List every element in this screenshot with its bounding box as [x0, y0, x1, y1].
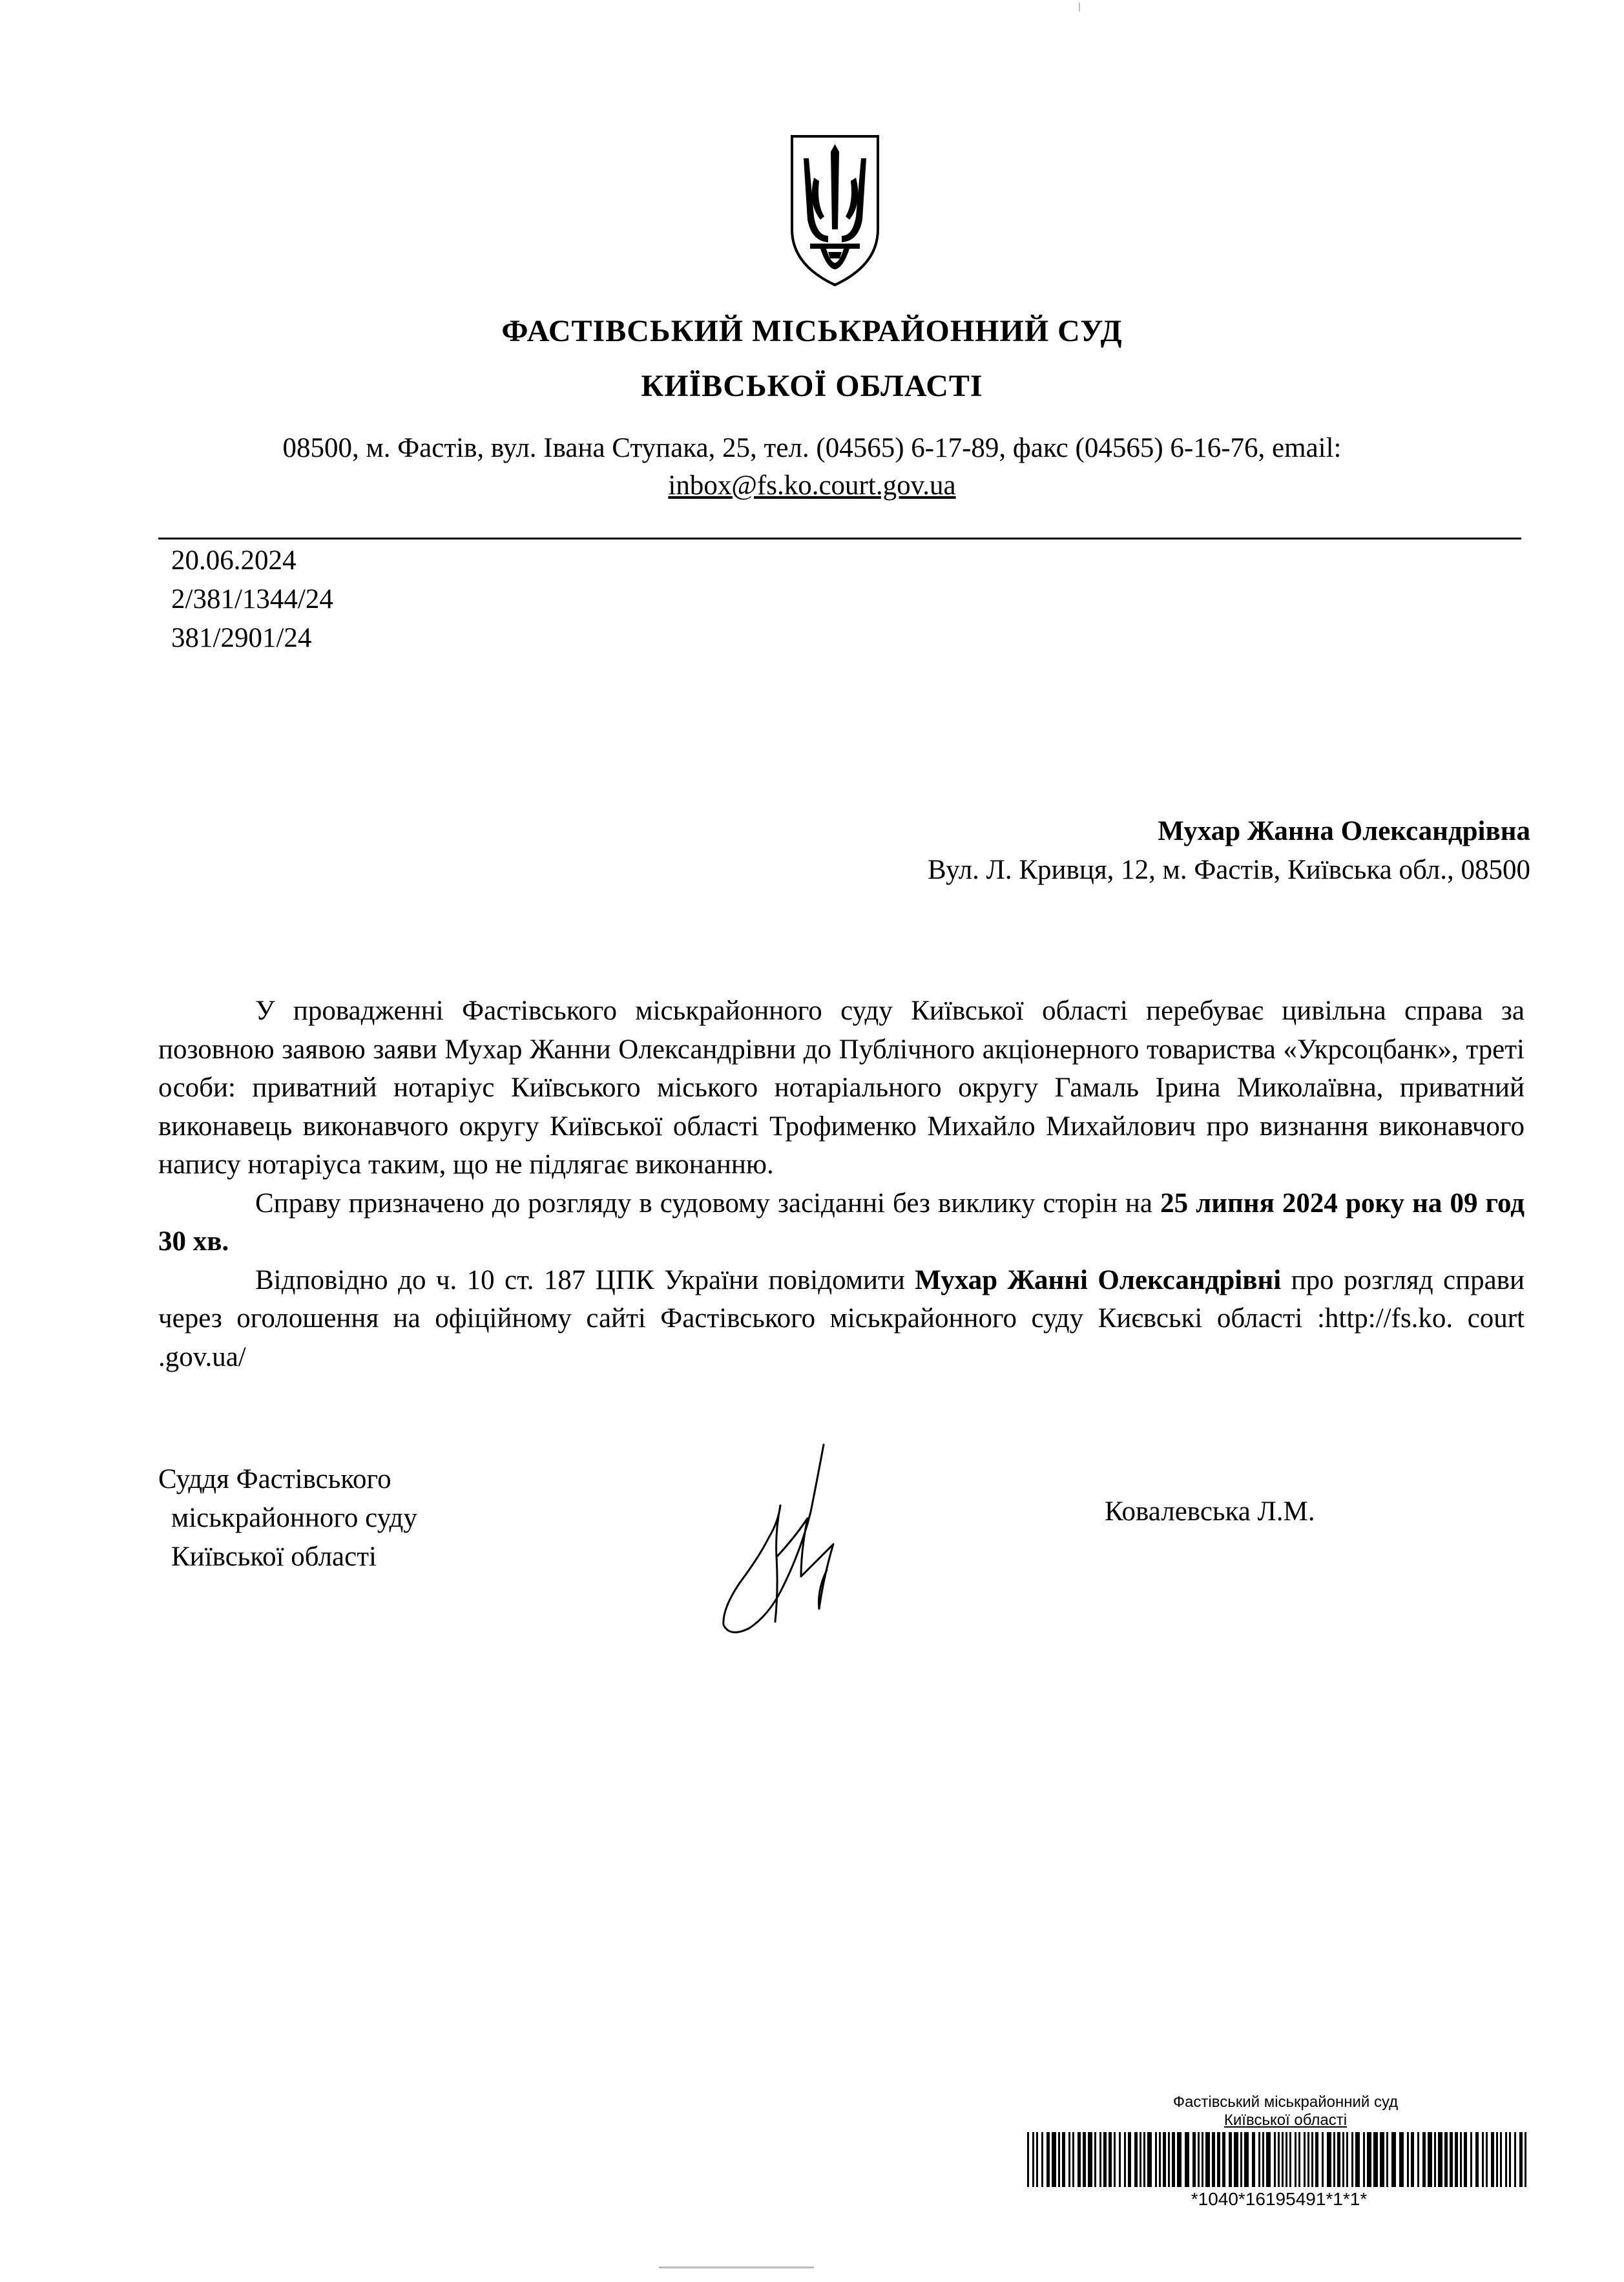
- barcode-bar: [1124, 2132, 1126, 2187]
- barcode-bar: [1519, 2132, 1523, 2187]
- barcode-bar: [1052, 2132, 1056, 2187]
- barcode-bar: [1351, 2132, 1353, 2187]
- barcode-bar: [1036, 2132, 1038, 2187]
- barcode-bar: [1282, 2132, 1284, 2187]
- barcode-bar: [1027, 2132, 1029, 2187]
- barcode-bar: [1198, 2132, 1200, 2187]
- barcode-bar: [1032, 2132, 1034, 2187]
- barcode-bar: [1099, 2132, 1101, 2187]
- barcode-bar: [1380, 2132, 1384, 2187]
- barcode-bar: [1470, 2132, 1472, 2187]
- barcode-bar: [1295, 2132, 1296, 2187]
- barcode-bar: [1114, 2132, 1116, 2187]
- barcode-bar: [1505, 2132, 1507, 2187]
- barcode-bar: [1399, 2132, 1404, 2187]
- notice-text-end: про розгляд справи через оголошення на офіційному сайті Фастівського міськрайонного суду Києвські області :http://fs.ko. court .gov.ua/: [158, 1264, 1525, 1372]
- barcode-bar: [1234, 2132, 1238, 2187]
- barcode-bar: [1407, 2132, 1409, 2187]
- barcode-bar: [1422, 2132, 1426, 2187]
- barcode-bar: [1289, 2132, 1291, 2187]
- court-email-link[interactable]: inbox@fs.ko.court.gov.ua: [668, 470, 956, 501]
- document-barcode: [1027, 2132, 1531, 2187]
- barcode-bar: [1252, 2132, 1255, 2187]
- body-paragraph-2: [158, 1184, 1525, 1261]
- header-divider: [158, 538, 1521, 539]
- barcode-bar: [1307, 2132, 1309, 2187]
- barcode-bar: [1229, 2132, 1232, 2187]
- barcode-bar: [1143, 2132, 1145, 2187]
- barcode-bar: [1322, 2132, 1324, 2187]
- barcode-bar: [1244, 2132, 1249, 2187]
- court-name-line2: КИЇВСЬКОЇ ОБЛАСТІ: [641, 369, 983, 403]
- body-paragraph-1: У провадженні Фастівського міськрайонного суду Київської області перебуває цивільна справа за позовною заявою заяви Мухар Жанни Олександрівни до Публічного акціонерного товариства «Укрсоцбанк», треті особи: приватний нотаріус Київського міського нотаріального округу Гамаль Ірина Миколаївна, приватний виконавець виконавчого округу Київської області Трофименко Михайло Михайлович про визнання виконавчого напису нотаріуса таким, що не підлягає виконанню.: [158, 996, 1525, 1180]
- barcode-bar: [1386, 2132, 1388, 2187]
- recipient-name: Мухар Жанна Олександрівна: [1158, 816, 1530, 846]
- barcode-bar: [1417, 2132, 1419, 2187]
- barcode-bar: [1088, 2132, 1092, 2187]
- barcode-bar: [1411, 2132, 1414, 2187]
- barcode-bar: [1486, 2132, 1488, 2187]
- barcode-bar: [1147, 2132, 1152, 2187]
- hearing-date: 25 липня 2024 року на 09 год 30 хв.: [158, 1188, 1525, 1257]
- barcode-bar: [1298, 2132, 1300, 2187]
- judge-title-line2: міськрайонного суду: [171, 1503, 417, 1533]
- proceeding-number: 381/2901/24: [171, 623, 312, 653]
- barcode-bar: [1222, 2132, 1225, 2187]
- barcode-bar: [1062, 2132, 1065, 2187]
- barcode-bar: [1482, 2132, 1484, 2187]
- barcode-bar: [1373, 2132, 1378, 2187]
- barcode-bar: [1460, 2132, 1462, 2187]
- barcode-bar: [1077, 2132, 1081, 2187]
- barcode-bar: [1367, 2132, 1371, 2187]
- barcode-bar: [1286, 2132, 1287, 2187]
- body-paragraph-3: [158, 1261, 1525, 1377]
- coat-of-arms-icon: [788, 132, 882, 288]
- court-address: [0, 430, 1624, 505]
- barcode-bar: [1168, 2132, 1170, 2187]
- barcode-bar: [1475, 2132, 1479, 2187]
- court-name-line1: ФАСТІВСЬКИЙ МІСЬКРАЙОННИЙ СУД: [501, 314, 1123, 348]
- barcode-bar: [1500, 2132, 1502, 2187]
- barcode-bar: [1046, 2132, 1050, 2187]
- barcode-bar: [1068, 2132, 1070, 2187]
- barcode-bar: [1346, 2132, 1348, 2187]
- barcode-bar: [1455, 2132, 1458, 2187]
- barcode-bar: [1258, 2132, 1260, 2187]
- barcode-bar: [1496, 2132, 1498, 2187]
- barcode-bar: [1083, 2132, 1086, 2187]
- stamp-court-line1: Фастівський міськрайонний суд: [1172, 2093, 1399, 2111]
- hearing-text: Справу призначено до розгляду в судовому засіданні без виклику сторін на: [255, 1188, 1161, 1219]
- barcode-bar: [1172, 2132, 1175, 2187]
- judge-title-line3: Київської області: [171, 1542, 377, 1572]
- barcode-bar: [1058, 2132, 1060, 2187]
- scan-artifact: [659, 2266, 814, 2268]
- barcode-bar: [1140, 2132, 1141, 2187]
- barcode-bar: [1450, 2132, 1453, 2187]
- court-address-text: 08500, м. Фастів, вул. Івана Ступака, 25, тел. (04565) 6-17-89, факс (04565) 6-16-76, email:: [282, 433, 1342, 463]
- barcode-bar: [1262, 2132, 1264, 2187]
- barcode-bar: [1278, 2132, 1280, 2187]
- judge-title: [158, 1460, 417, 1576]
- barcode-bar: [1119, 2132, 1121, 2187]
- notice-text: Відповідно до ч. 10 ст. 187 ЦПК України повідомити: [255, 1264, 915, 1295]
- barcode-bar: [1464, 2132, 1467, 2187]
- barcode-bar: [1438, 2132, 1442, 2187]
- case-number: 2/381/1344/24: [171, 584, 333, 614]
- barcode-bar: [1315, 2132, 1318, 2187]
- barcode-bar: [1192, 2132, 1196, 2187]
- barcode-bar: [1217, 2132, 1220, 2187]
- barcode-bar: [1355, 2132, 1360, 2187]
- barcode-bar: [1514, 2132, 1516, 2187]
- barcode-bar: [1327, 2132, 1331, 2187]
- barcode-bar: [1134, 2132, 1138, 2187]
- judge-title-line1: Суддя Фастівського: [158, 1464, 391, 1494]
- barcode-bar: [1155, 2132, 1157, 2187]
- barcode-bar: [1525, 2132, 1526, 2187]
- barcode-bar: [1428, 2132, 1432, 2187]
- barcode-bar: [1109, 2132, 1112, 2187]
- barcode-bar: [1274, 2132, 1276, 2187]
- barcode-bar: [1202, 2132, 1203, 2187]
- barcode-bar: [1363, 2132, 1365, 2187]
- barcode-bar: [1177, 2132, 1182, 2187]
- barcode-bar: [1128, 2132, 1131, 2187]
- barcode-bar: [1205, 2132, 1210, 2187]
- barcode-bar: [1337, 2132, 1340, 2187]
- barcode-bar: [1185, 2132, 1189, 2187]
- barcode-bar: [1041, 2132, 1043, 2187]
- notice-recipient: Мухар Жанні Олександрівні: [915, 1264, 1282, 1295]
- barcode-bar: [1342, 2132, 1344, 2187]
- barcode-bar: [1072, 2132, 1074, 2187]
- recipient-address: Вул. Л. Кривця, 12, м. Фастів, Київська обл., 08500: [927, 855, 1530, 885]
- barcode-number: *1040*16195491*1*1*: [1191, 2189, 1368, 2209]
- barcode-bar: [1163, 2132, 1166, 2187]
- barcode-bar: [1491, 2132, 1494, 2187]
- barcode-bar: [1212, 2132, 1215, 2187]
- barcode-bar: [1103, 2132, 1107, 2187]
- barcode-bar: [1333, 2132, 1335, 2187]
- letter-body: [158, 992, 1525, 1376]
- barcode-bar: [1509, 2132, 1511, 2187]
- barcode-bar: [1266, 2132, 1271, 2187]
- stamp-court-line2: Київської області: [1223, 2111, 1348, 2129]
- judge-name: Ковалевська Л.М.: [1105, 1496, 1315, 1527]
- barcode-bar: [1240, 2132, 1242, 2187]
- scan-artifact-top: [1079, 3, 1080, 12]
- document-date: 20.06.2024: [171, 545, 297, 576]
- registry-stamp: [1150, 2093, 1421, 2130]
- handwritten-signature: [704, 1441, 866, 1641]
- barcode-bar: [1304, 2132, 1306, 2187]
- barcode-bar: [1444, 2132, 1448, 2187]
- barcode-bar: [1311, 2132, 1313, 2187]
- barcode-bar: [1094, 2132, 1096, 2187]
- barcode-bar: [1159, 2132, 1161, 2187]
- barcode-bar: [1434, 2132, 1436, 2187]
- barcode-bar: [1391, 2132, 1396, 2187]
